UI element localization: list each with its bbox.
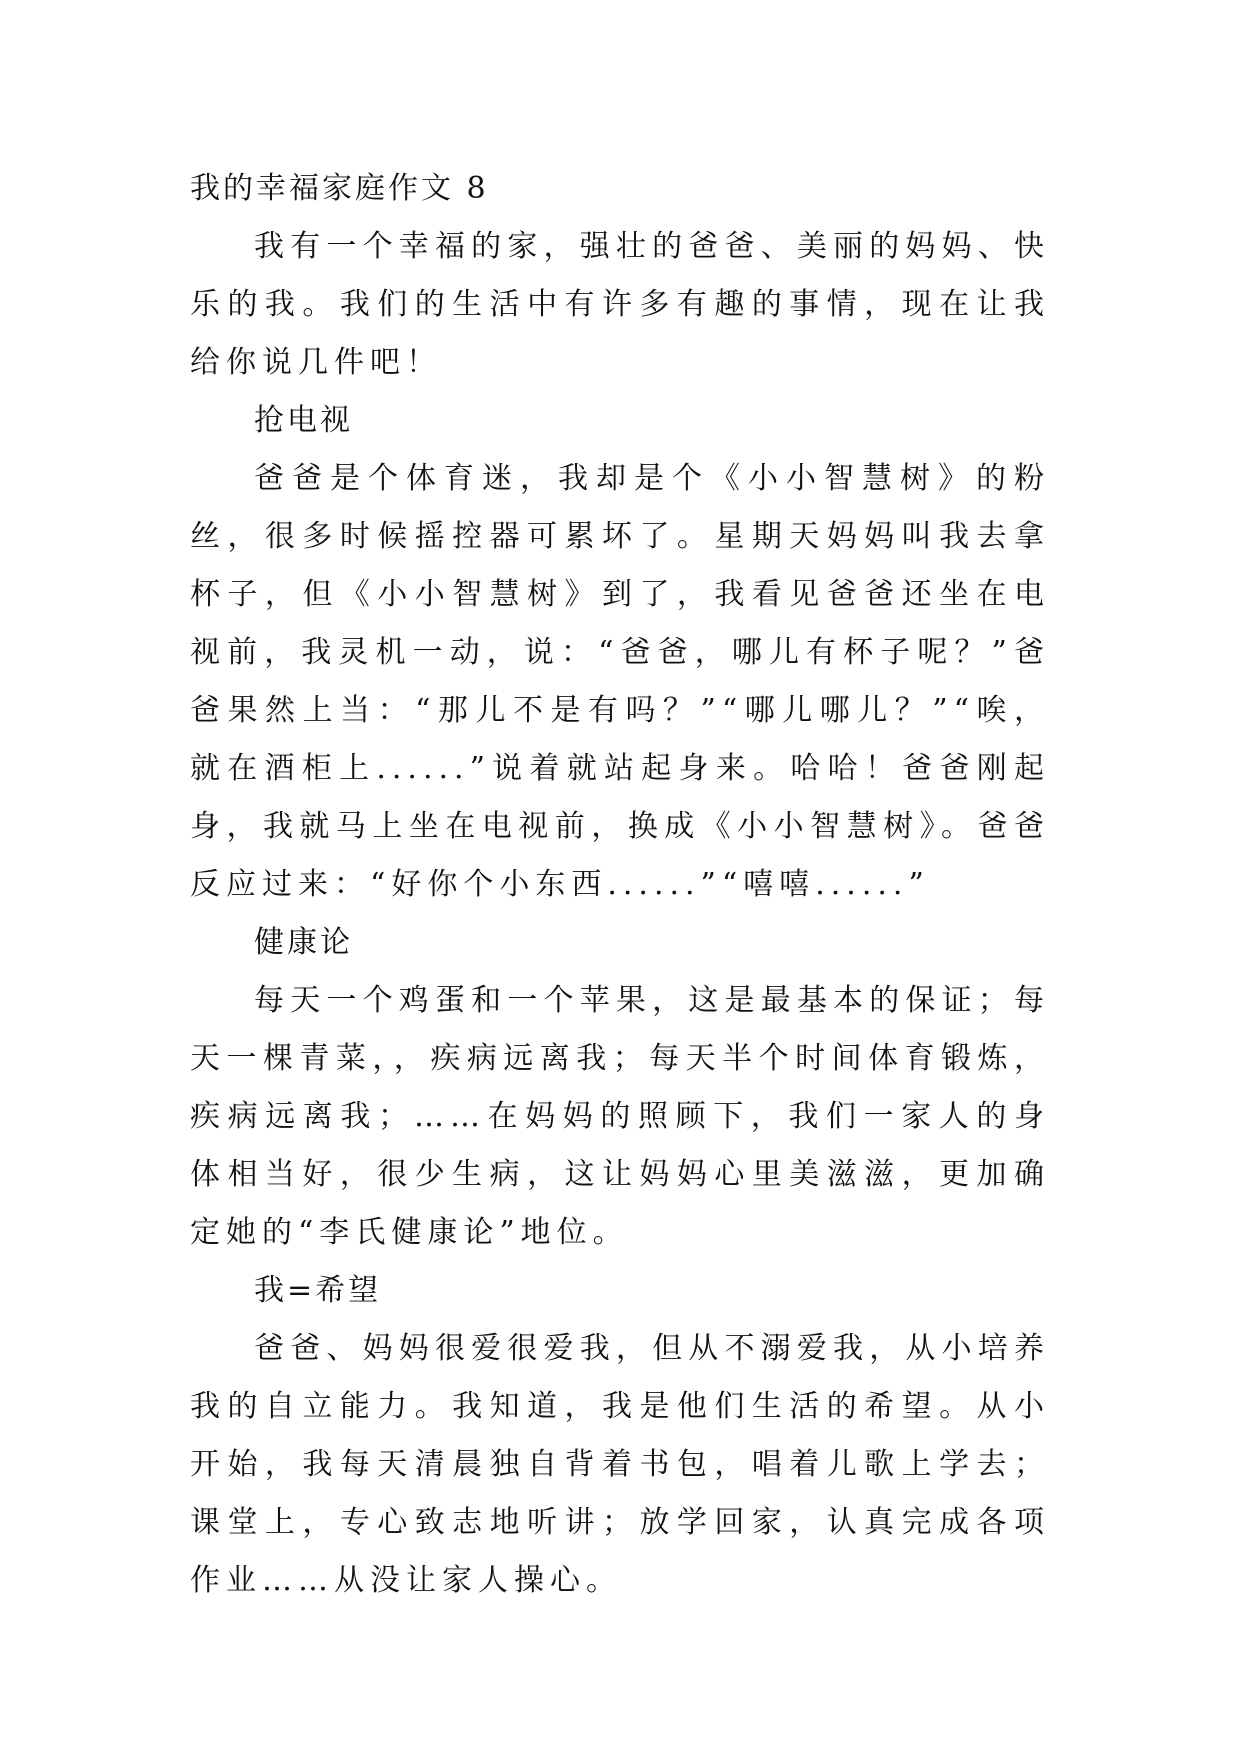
document-title: 我的幸福家庭作文 8 (190, 171, 489, 206)
section-body-health: 每天一个鸡蛋和一个苹果，这是最基本的保证；每天一棵青菜，，疾病远离我；每天半个时间体育锻炼，疾病远离我；……在妈妈的照顾下，我们一家人的身体相当好，很少生病，这让妈妈心里美滋滋，更加确定她的“李氏健康论”地位。 (190, 983, 1050, 1250)
section-body-hope: 爸爸、妈妈很爱很爱我，但从不溺爱我，从小培养我的自立能力。我知道，我是他们生活的希望。从小开始，我每天清晨独自背着书包，唱着儿歌上学去；课堂上，专心致志地听讲；放学回家，认真完成各项作业……从没让家人操心。 (190, 1331, 1050, 1598)
section-heading-tv: 抢电视 (254, 403, 353, 438)
section-body-tv: 爸爸是个体育迷，我却是个《小小智慧树》的粉丝，很多时候摇控器可累坏了。星期天妈妈叫我去拿杯子，但《小小智慧树》到了，我看见爸爸还坐在电视前，我灵机一动，说：“爸爸，哪儿有杯子呢？”爸爸果然上当：“那儿不是有吗？”“哪儿哪儿？”“唉，就在酒柜上......”说着就站起身来。哈哈！爸爸刚起身，我就马上坐在电视前，换成《小小智慧树》。爸爸反应过来：“好你个小东西......”“嘻嘻......” (190, 461, 1050, 902)
intro-paragraph: 我有一个幸福的家，强壮的爸爸、美丽的妈妈、快乐的我。我们的生活中有许多有趣的事情，现在让我给你说几件吧！ (190, 229, 1050, 380)
section-heading-hope: 我=希望 (254, 1273, 382, 1308)
document-content (190, 160, 1050, 1610)
section-heading-health: 健康论 (254, 925, 353, 960)
